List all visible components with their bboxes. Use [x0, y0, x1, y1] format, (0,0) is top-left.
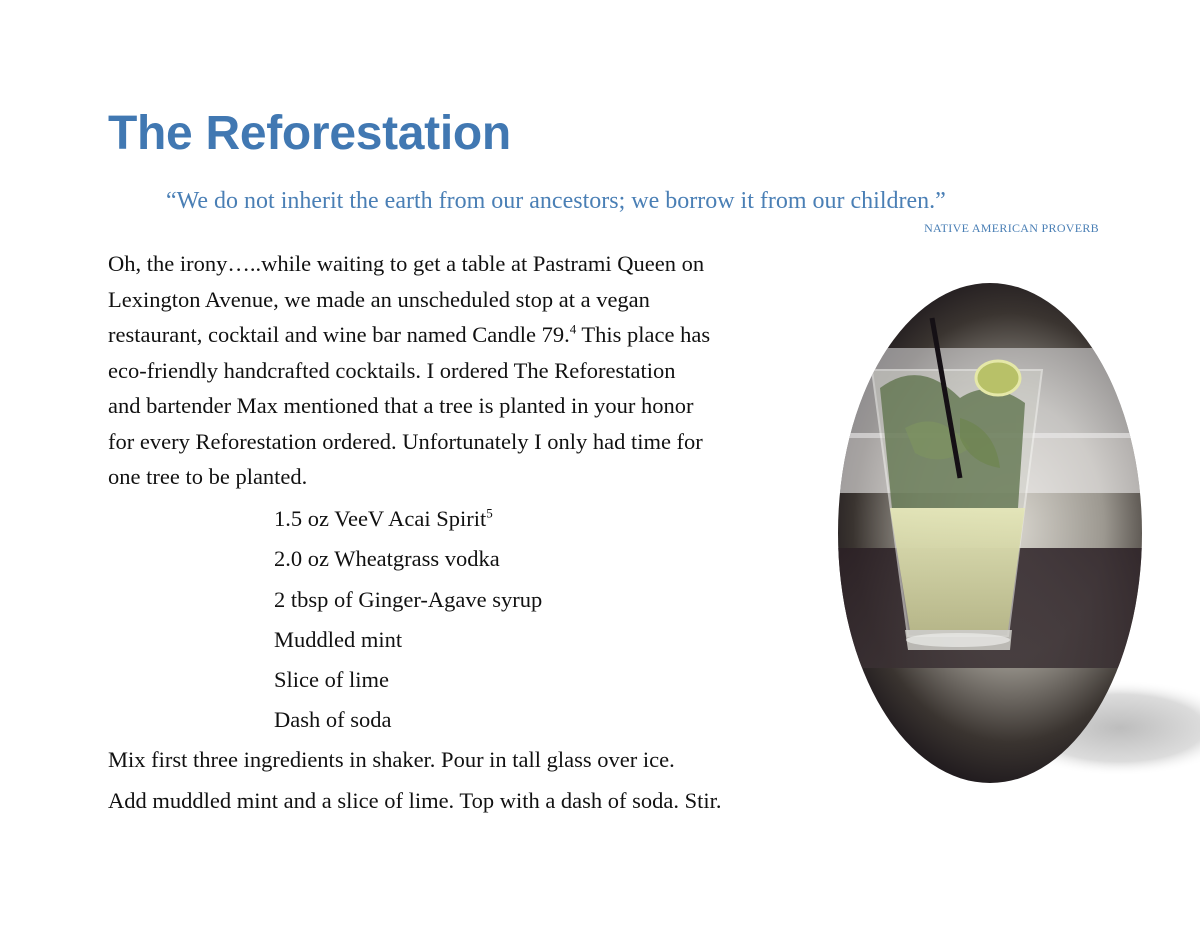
ingredient-list [274, 499, 542, 741]
intro-line: for every Reforestation ordered. Unfortunately I only had time for [108, 428, 703, 454]
ingredient-item [274, 499, 542, 539]
intro-line [108, 317, 838, 353]
epigraph-attribution: NATIVE AMERICAN PROVERB [924, 221, 1099, 235]
ingredient-item: 2 tbsp of Ginger-Agave syrup [274, 586, 543, 612]
ingredient-item: Dash of soda [274, 707, 392, 733]
instruction-line: Mix first three ingredients in shaker. Pour in tall glass over ice. [108, 747, 675, 772]
footnote-marker: 4 [569, 321, 577, 337]
intro-line: Oh, the irony…..while waiting to get a table at Pastrami Queen on [108, 251, 705, 276]
ingredient-item: 2.0 oz Wheatgrass vodka [274, 546, 500, 572]
instructions-paragraph [108, 740, 722, 821]
intro-line-tail: This place has [576, 322, 711, 347]
epigraph-quote: “We do not inherit the earth from our ancestors; we borrow it from our children.” [166, 188, 946, 214]
intro-line: eco-friendly handcrafted cocktails. I ordered The Reforestation [108, 357, 676, 383]
intro-line-text: restaurant, cocktail and wine bar named Candle 79. [108, 322, 570, 347]
ingredient-item: Slice of lime [274, 667, 389, 693]
intro-line: one tree to be planted. [108, 464, 308, 489]
cocktail-photo [820, 278, 1200, 798]
ingredient-item: Muddled mint [274, 626, 403, 652]
intro-line: and bartender Max mentioned that a tree is planted in your honor [108, 393, 694, 418]
ingredient-text: 1.5 oz VeeV Acai Spirit [274, 506, 487, 531]
intro-paragraph [108, 246, 838, 495]
page-title: The Reforestation [108, 107, 511, 160]
instruction-line: Add muddled mint and a slice of lime. Top with a dash of soda. Stir. [108, 787, 722, 813]
footnote-marker: 5 [486, 505, 493, 521]
intro-line: Lexington Avenue, we made an unscheduled stop at a vegan [108, 286, 650, 312]
